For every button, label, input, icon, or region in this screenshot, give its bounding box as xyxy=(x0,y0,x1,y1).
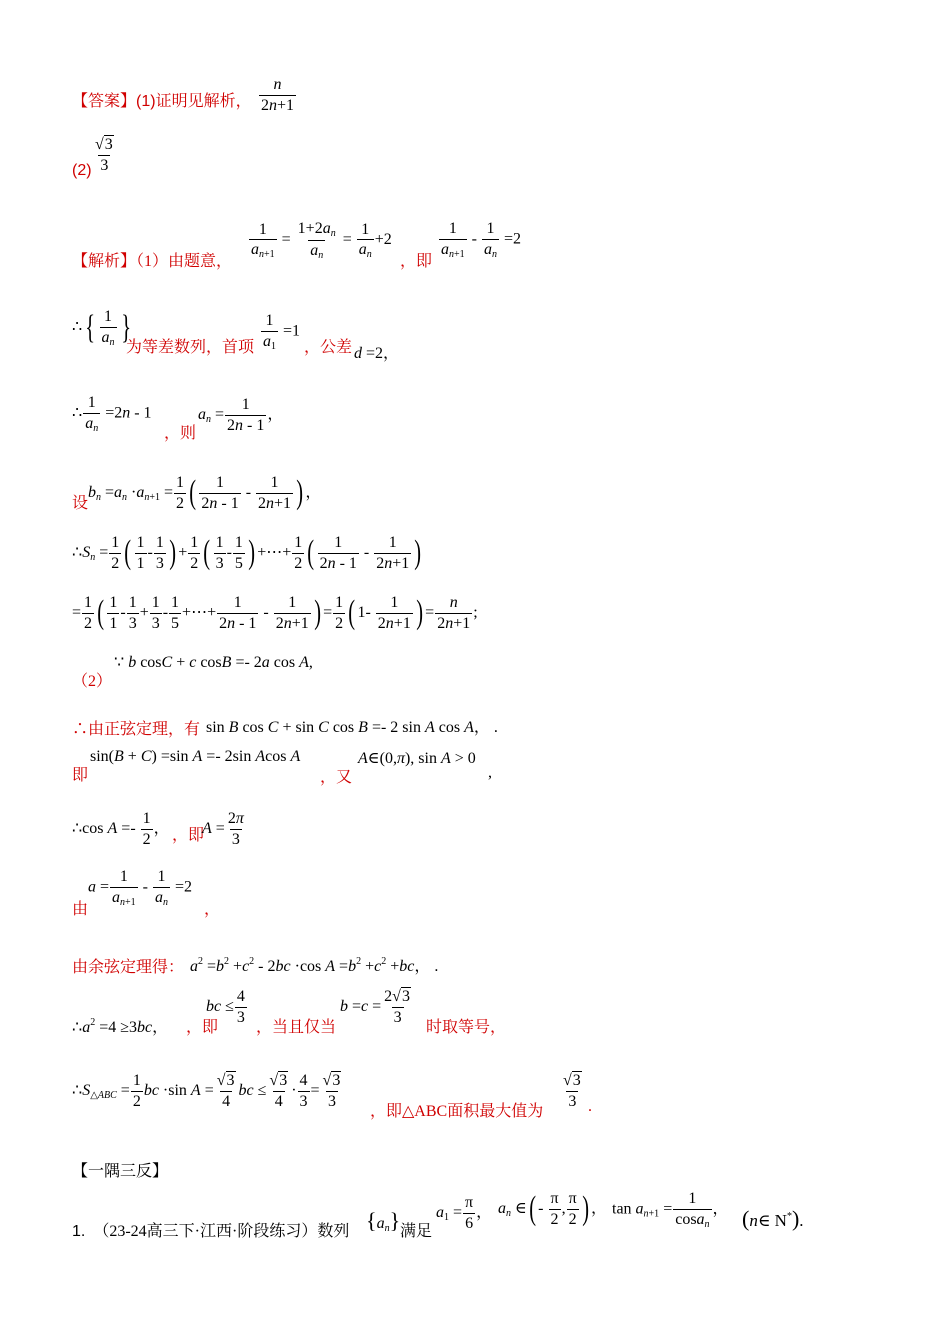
extension-label: 【一隅三反】 xyxy=(72,1163,169,1180)
comma-2: ， xyxy=(204,901,221,918)
formula-condition: ∵ b cosC + c cosB =- 2a cos A, xyxy=(114,654,313,671)
natural-numbers: N xyxy=(774,1211,787,1230)
formula-n-domain: (n∈ N*). xyxy=(742,1206,804,1231)
formula-bc-bound: bc ≤ $\frac{4}{3}$ xyxy=(206,988,245,1026)
formula-max-area: $\frac{√3}{3}$ xyxy=(563,1072,581,1110)
comma-1: , xyxy=(488,764,492,781)
answer-label: 【答案】 xyxy=(72,93,137,110)
formula-a-range: A∈(0,π), sin A > 0 xyxy=(358,750,476,767)
formula-cos-a: ∴cos A =- $\frac{1}{2}$ ， xyxy=(72,810,170,848)
formula-seq: ∴{ $\frac{1}{a_n}$ } xyxy=(72,308,131,348)
formula-bn: $b_n =a_n \cdot a_{n+1}$ = $\frac{1}{2}$ ( $\frac{1}{2n - 1}$ - $\frac{1}{2n+1}$ ) ， xyxy=(88,474,322,512)
formula-inverse: ∴ $\frac{1}{a_n}$ =2n - 1 xyxy=(72,394,152,434)
formula-inequality: $\therefore a^2 =4 \ge 3bc$， xyxy=(72,1017,169,1036)
answer-part1-text: 证明见解析， xyxy=(155,93,252,110)
then-text: ，则 xyxy=(164,425,197,442)
formula-sn: $\therefore S_n$ = $\frac{1}{2}$ ( $\frac{1}{1}$ - $\frac{1}{3}$ ) + $\frac{1}{2}$ ( $\frac{1}{3}$ - $\frac{1}{5}$ ) +⋯+ $\frac{1}{2}$ ( $\frac{1}{2n - 1}$ - $\frac{1}{2n+1}$ ) xyxy=(72,534,422,572)
common-diff-text: ，公差 xyxy=(304,339,353,356)
formula-recurrence: $\frac{1}{a_{n+1}}$ = $\frac{1+2a_n}{a_n}$ = $\frac{1}{a_n}$ +2 xyxy=(251,220,392,261)
let-text: 设 xyxy=(72,495,89,512)
equality-when-text: 时取等号， xyxy=(426,1019,507,1036)
satisfy-text: 满足 xyxy=(400,1223,433,1240)
formula-difference: $\frac{1}{a_{n+1}}$ - $\frac{1}{a_n}$ =2 xyxy=(441,220,521,260)
question-1-intro xyxy=(72,1218,349,1241)
sine-law-label: 由正弦定理，有 xyxy=(88,721,201,738)
sine-law-text: ∴由正弦定理，有 xyxy=(72,721,201,738)
ie-text-1: ，即 xyxy=(400,253,433,270)
analysis-intro xyxy=(72,248,232,271)
formula-sn-result: = $\frac{1}{2}$ ( $\frac{1}{1}$ - $\frac{1}{3}$ + $\frac{1}{3}$ - $\frac{1}{5}$ +⋯+ $\frac{1}{2n - 1}$ - $\frac{1}{2n+1}$ ) = $\frac{1}{2}$ ( 1- $\frac{1}{2n+1}$ ) = $\frac{n}{2n+1}$ ; xyxy=(72,594,478,632)
analysis-part1: （1）由题意， xyxy=(136,253,233,270)
formula-an: $a_n$ = $\frac{1}{2n - 1}$ ， xyxy=(198,396,284,434)
ie-text-3: ，即 xyxy=(172,827,205,844)
formula-a-value: A = $\frac{2\pi}{3}$ xyxy=(202,810,244,848)
from-text: 由 xyxy=(72,901,89,918)
formula-seq-an: $\{a_n\}$ xyxy=(366,1208,401,1234)
answer-part2-formula: $\frac{√3}{3}$ xyxy=(95,136,113,174)
formula-area: $\therefore S_{\triangle ABC}$ = $\frac{1}{2}$ bc ·sin A = $\frac{√3}{4}$ bc ≤ $\frac{√3}{4}$ · $\frac{4}{3}$ = $\frac{√3}{3}$ xyxy=(72,1072,341,1110)
formula-an-range: $a_n$ ∈( - $\frac{\pi}{2}$ , $\frac{\pi}{2}$ ) ， xyxy=(498,1190,607,1228)
answer-line-1 xyxy=(72,88,252,111)
part2-label: （2） xyxy=(72,673,113,690)
question-1-number: 1. xyxy=(72,1223,86,1240)
answer-part1-formula: $\frac{n}{2n+1}$ xyxy=(261,76,295,114)
max-area-text: ，即△ABC面积最大值为 xyxy=(370,1103,544,1120)
equality-cond-text: ，当且仅当 xyxy=(256,1019,337,1036)
period: . xyxy=(588,1098,592,1115)
ie-text-4: ，即 xyxy=(186,1019,219,1036)
question-1-source: （23-24高三下·江西·阶段练习）数列 xyxy=(93,1223,350,1240)
also-text: ，又 xyxy=(320,769,353,786)
formula-sine-law: sin B cos C + sin C cos B =- 2 sin A cos A， . xyxy=(206,719,498,736)
formula-a-side: a = $\frac{1}{a_{n+1}}$ - $\frac{1}{a_n}$ =2 xyxy=(88,868,193,908)
formula-tan: $\tan a_{n+1}$ = $\frac{1}{\cos a_n}$ ， xyxy=(612,1190,729,1230)
analysis-label: 【解析】 xyxy=(72,253,137,270)
formula-sum-angle: sin(B + C) =sin A =- 2sin Acos A xyxy=(90,748,301,765)
formula-d: d =2， xyxy=(354,345,400,362)
formula-b-eq-c: b =c = $\frac{2√3}{3}$ xyxy=(340,988,410,1026)
cos-law-text: 由余弦定理得： xyxy=(72,959,185,976)
formula-cos-law: $a^2 =b^2 +c^2 - 2bc \cdot\cos$ $A =b^2 +c^2 +bc$， . xyxy=(190,956,439,975)
ie-text-2: 即 xyxy=(72,767,89,784)
formula-a1: $a_1$ = $\frac{\pi}{6}$ ， xyxy=(436,1194,493,1232)
answer-part2-number: (2) xyxy=(72,162,92,179)
formula-first-term: $\frac{1}{a_1}$ =1 xyxy=(263,312,301,352)
answer-part1-number: (1) xyxy=(136,93,156,110)
arith-text: 为等差数列，首项 xyxy=(126,339,255,356)
